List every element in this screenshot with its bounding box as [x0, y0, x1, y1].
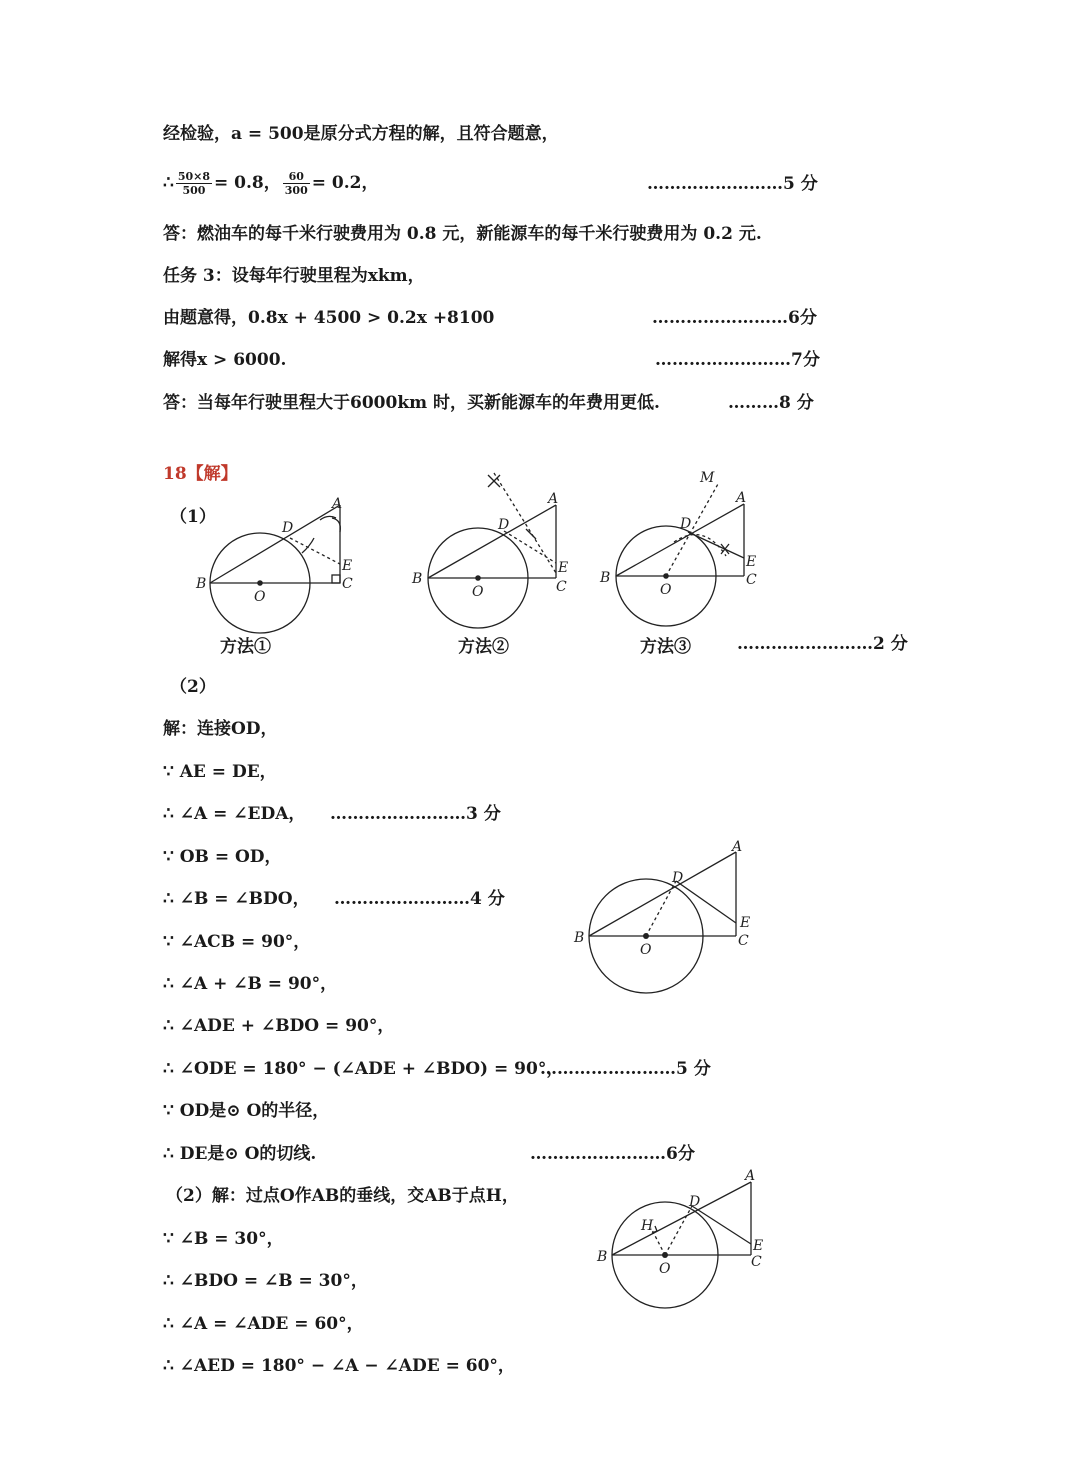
- fraction-1-numerator: 50×8: [177, 170, 211, 183]
- label-A-2: A: [548, 491, 559, 507]
- label-A-5: A: [745, 1168, 756, 1184]
- caption-method-2: 方法②: [458, 637, 509, 657]
- proof-line-15: ∴ ∠A = ∠ADE = 60°，: [163, 1314, 364, 1334]
- label-H-5: H: [641, 1218, 654, 1234]
- part-2-label: （2）: [170, 677, 216, 697]
- score-5-b: ……………………5 分: [540, 1059, 711, 1079]
- label-B-1: B: [196, 576, 207, 592]
- proof-line-14: ∴ ∠BDO = ∠B = 30°，: [163, 1271, 368, 1291]
- proof-line-11: ∴ DE是⊙ O的切线.: [163, 1144, 317, 1164]
- proof-line-5: ∴ ∠B = ∠BDO，: [163, 889, 310, 909]
- label-O-1: O: [254, 589, 266, 605]
- label-D-4: D: [672, 870, 684, 886]
- score-4: ……………………4 分: [334, 889, 505, 909]
- label-B-5: B: [597, 1249, 608, 1265]
- proof-line-16: ∴ ∠AED = 180° − ∠A − ∠ADE = 60°，: [163, 1356, 515, 1376]
- label-E-3: E: [746, 554, 757, 570]
- text-line-2-end: = 0.2，: [311, 173, 379, 193]
- score-8: ………8 分: [728, 393, 814, 413]
- label-O-3: O: [660, 582, 672, 598]
- fraction-1-denominator: 500: [182, 184, 206, 197]
- label-E-5: E: [753, 1238, 764, 1254]
- text-line-7: 答：当每年行驶里程大于6000km 时，买新能源车的年费用更低.: [163, 393, 660, 413]
- proof-line-12: （2）解：过点O作AB的垂线，交AB于点H，: [166, 1186, 519, 1206]
- label-E-1: E: [342, 558, 353, 574]
- text-line-2-mid: = 0.8，: [214, 173, 281, 193]
- score-5-a: ……………………5 分: [647, 174, 818, 194]
- text-line-1: 经检验，a = 500是原分式方程的解，且符合题意，: [163, 124, 559, 144]
- text-line-6: 解得x > 6000.: [163, 350, 287, 370]
- question-18-heading: 18【解】: [163, 464, 238, 484]
- proof-line-10: ∵ OD是⊙ O的半径，: [163, 1101, 330, 1121]
- score-6-a: ……………………6分: [652, 308, 817, 328]
- proof-line-7: ∴ ∠A + ∠B = 90°，: [163, 974, 338, 994]
- text-line-3: 答：燃油车的每千米行驶费用为 0.8 元，新能源车的每千米行驶费用为 0.2 元.: [163, 224, 762, 244]
- label-B-3: B: [600, 570, 611, 586]
- label-C-3: C: [746, 572, 757, 588]
- proof-line-9: ∴ ∠ODE = 180° − (∠ADE + ∠BDO) = 90°，: [163, 1059, 564, 1079]
- label-C-1: C: [342, 576, 353, 592]
- proof-line-8: ∴ ∠ADE + ∠BDO = 90°，: [163, 1016, 395, 1036]
- figure-part-2b: [595, 1162, 775, 1312]
- label-O-5: O: [659, 1261, 671, 1277]
- proof-line-3: ∴ ∠A = ∠EDA，: [163, 804, 306, 824]
- label-D-3: D: [680, 516, 692, 532]
- label-C-5: C: [751, 1254, 762, 1270]
- fraction-2-numerator: 60: [283, 170, 310, 184]
- label-C-2: C: [556, 579, 567, 595]
- figure-method-1: [190, 490, 360, 610]
- label-M-3: M: [700, 470, 715, 486]
- fraction-1: [176, 170, 212, 197]
- label-D-2: D: [498, 517, 510, 533]
- text-line-5: 由题意得，0.8x + 4500 > 0.2x +8100: [163, 308, 495, 328]
- label-A-1: A: [332, 496, 343, 512]
- figure-method-2: [408, 465, 578, 610]
- fraction-2-denominator: 300: [284, 184, 308, 197]
- caption-method-3: 方法③: [640, 637, 691, 657]
- score-7: ……………………7分: [655, 350, 820, 370]
- score-3: ……………………3 分: [330, 804, 501, 824]
- proof-line-2: ∵ AE = DE，: [163, 762, 277, 782]
- text-line-2: [163, 170, 378, 197]
- label-A-4: A: [732, 839, 743, 855]
- label-E-4: E: [740, 915, 751, 931]
- proof-line-13: ∵ ∠B = 30°，: [163, 1229, 284, 1249]
- proof-line-6: ∵ ∠ACB = 90°，: [163, 932, 311, 952]
- label-D-5: D: [689, 1194, 701, 1210]
- label-E-2: E: [558, 560, 569, 576]
- part-1-label: （1）: [170, 507, 216, 527]
- figure-part-2: [570, 835, 770, 1005]
- label-O-2: O: [472, 584, 484, 600]
- therefore-symbol: ∴: [163, 173, 174, 193]
- caption-method-1: 方法①: [220, 637, 271, 657]
- proof-line-4: ∵ OB = OD，: [163, 847, 282, 867]
- label-C-4: C: [738, 933, 749, 949]
- score-2: ……………………2 分: [737, 634, 908, 654]
- label-A-3: A: [736, 490, 747, 506]
- figure-method-3: [596, 462, 766, 607]
- label-D-1: D: [282, 520, 294, 536]
- label-B-4: B: [574, 930, 585, 946]
- label-B-2: B: [412, 571, 423, 587]
- score-6-b: ……………………6分: [530, 1144, 695, 1164]
- text-line-4: 任务 3：设每年行驶里程为xkm，: [163, 266, 425, 286]
- proof-line-1: 解：连接OD，: [163, 719, 278, 739]
- label-O-4: O: [640, 942, 652, 958]
- fraction-2: [283, 170, 310, 197]
